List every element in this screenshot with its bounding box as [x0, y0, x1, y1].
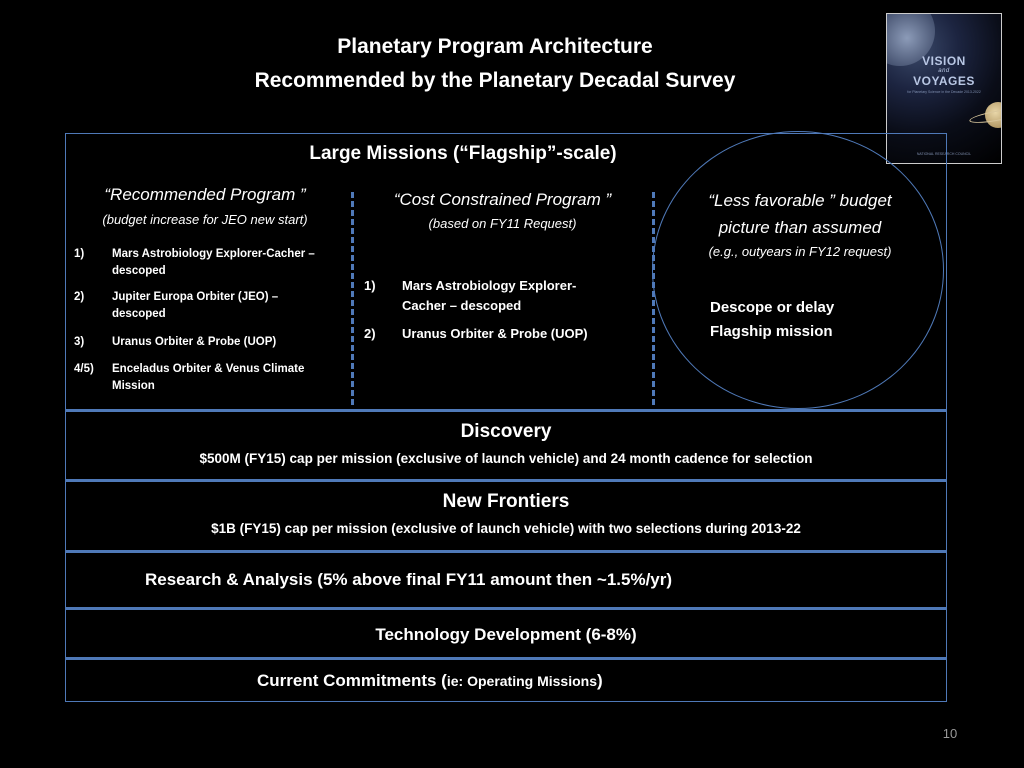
- list-item: [74, 246, 344, 280]
- less-favorable-action-line2: Flagship mission: [710, 323, 833, 340]
- list-item-text: Mars Astrobiology Explorer-Cacher – descoped: [112, 248, 315, 277]
- page-number: 10: [942, 726, 958, 741]
- list-item-number: 2): [364, 326, 376, 341]
- research-analysis-text: Research & Analysis (5% above final FY11 amount then ~1.5%/yr): [145, 570, 673, 589]
- current-commitments-prefix: Current Commitments (: [257, 671, 447, 690]
- list-item: [364, 324, 644, 344]
- separator-research: [65, 550, 947, 553]
- list-item-text: Jupiter Europa Orbiter (JEO) – descoped: [112, 291, 279, 320]
- technology-development-text: Technology Development (6-8%): [375, 625, 637, 644]
- constrained-program-subtitle: (based on FY11 Request): [428, 216, 577, 231]
- separator-commitments: [65, 657, 947, 660]
- slide-title-line1: Planetary Program Architecture: [337, 35, 653, 58]
- list-item-text: Uranus Orbiter & Probe (UOP): [402, 326, 588, 341]
- less-favorable-circle: [652, 131, 944, 409]
- recommended-program-title: “Recommended Program ”: [104, 185, 306, 204]
- constrained-program-title: “Cost Constrained Program ”: [393, 190, 612, 209]
- current-commitments-inner: ie: Operating Missions: [446, 673, 597, 689]
- list-item-text: Uranus Orbiter & Probe (UOP): [112, 336, 277, 348]
- current-commitments-text: [257, 671, 603, 691]
- large-missions-heading: Large Missions (“Flagship”-scale): [309, 143, 617, 164]
- list-item-number: 4/5): [74, 363, 94, 375]
- new-frontiers-detail: $1B (FY15) cap per mission (exclusive of launch vehicle) with two selections during 2013-22: [211, 521, 801, 536]
- new-frontiers-heading: New Frontiers: [442, 491, 570, 512]
- list-item-text: Enceladus Orbiter & Venus Climate Mission: [112, 363, 305, 392]
- separator-new-frontiers: [65, 479, 947, 482]
- list-item: [74, 289, 344, 323]
- list-item-number: 1): [364, 278, 376, 293]
- list-item-text: Mars Astrobiology Explorer-Cacher – descoped: [402, 278, 577, 313]
- column-divider-left: [351, 192, 354, 405]
- less-favorable-action-line1: Descope or delay: [710, 299, 835, 316]
- cover-publisher: NATIONAL RESEARCH COUNCIL: [916, 152, 972, 156]
- cover-title-voyages: VOYAGES: [913, 74, 975, 88]
- cover-title-vision: VISION: [922, 54, 966, 68]
- discovery-detail: $500M (FY15) cap per mission (exclusive of launch vehicle) and 24 month cadence for selection: [199, 451, 813, 466]
- column-divider-right: [652, 192, 655, 405]
- discovery-heading: Discovery: [460, 421, 552, 442]
- less-favorable-title-line1: “Less favorable ” budget: [708, 191, 892, 210]
- list-item: [74, 361, 344, 395]
- recommended-program-subtitle: (budget increase for JEO new start): [102, 212, 308, 227]
- less-favorable-subtitle: (e.g., outyears in FY12 request): [708, 244, 892, 259]
- list-item: [74, 334, 344, 351]
- list-item: [364, 276, 644, 316]
- separator-technology: [65, 607, 947, 610]
- list-item-number: 1): [74, 248, 85, 260]
- current-commitments-suffix: ): [597, 671, 603, 690]
- separator-discovery: [65, 409, 947, 412]
- list-item-number: 2): [74, 291, 85, 303]
- cover-subtitle: for Planetary Science in the Decade 2013-2022: [907, 90, 981, 94]
- list-item-number: 3): [74, 336, 85, 348]
- cover-title-and: and: [938, 68, 950, 74]
- less-favorable-title-line2: picture than assumed: [718, 218, 882, 237]
- slide-title-line2: Recommended by the Planetary Decadal Survey: [254, 69, 736, 92]
